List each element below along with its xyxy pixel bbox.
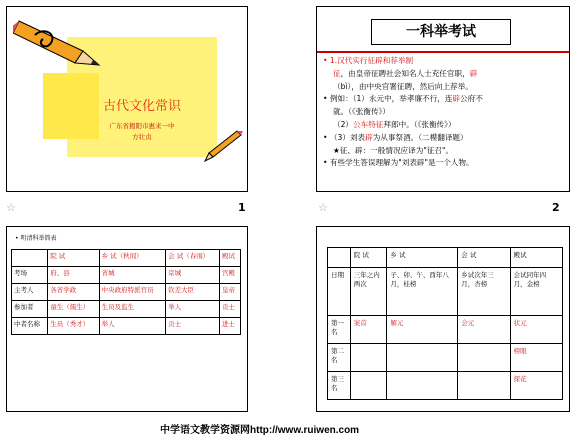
author-name: 方壮贞	[132, 133, 152, 141]
bullet-line: （bì），由中央官署征聘，然后向上荐举。	[333, 81, 473, 91]
site-url[interactable]: http://www.ruiwen.com	[250, 425, 360, 436]
site-name: 中学语文教学资源网	[160, 425, 250, 436]
bullet-line: • 1.汉代实行征辟和荐举制	[323, 56, 414, 65]
table-cell: 考场	[12, 267, 48, 284]
slide-thumbnail-2[interactable]	[316, 6, 570, 192]
slide-thumbnail-3[interactable]	[6, 226, 248, 412]
table-cell: 省城	[99, 267, 166, 284]
slide-subtitle	[67, 121, 217, 143]
table-cell: 榜眼	[510, 344, 562, 372]
school-name: 广东省揭阳市惠来一中	[109, 122, 175, 130]
table-row	[12, 250, 241, 267]
table-row	[328, 248, 563, 268]
bullet-line: ★征、辟：一般情况应译为"征召"。	[333, 145, 454, 155]
slide-title: 古代文化常识	[102, 99, 181, 114]
table-cell: 主考人	[12, 284, 48, 301]
table-cell: 生员（秀才）	[48, 318, 99, 335]
table-cell: 乡 试	[387, 248, 458, 268]
slide-thumbnail-4[interactable]	[316, 226, 570, 412]
table-cell: 贡士	[166, 318, 220, 335]
slide-transition-icon: ☆	[318, 201, 328, 214]
table-cell	[350, 344, 387, 372]
table-cell: 会 试（春闱）	[166, 250, 220, 267]
table-row	[328, 344, 563, 372]
table-cell: 殿试	[510, 248, 562, 268]
table-cell: 中者名称	[12, 318, 48, 335]
bullet-line: 就。（《张衡传》）	[333, 107, 390, 117]
table-cell: 中央政府特派官员	[99, 284, 166, 301]
table-cell: 第三名	[328, 372, 351, 400]
table-cell: 贡士	[219, 301, 240, 318]
table-row	[328, 372, 563, 400]
slide-transition-icon: ☆	[6, 201, 16, 214]
bullet-line: • 例如：（1）永元中，举孝廉不行，连辟公府不	[323, 94, 483, 104]
bullet-line: 征，由皇帝征聘社会知名人士充任官职，辟	[333, 68, 478, 78]
table-row	[12, 267, 241, 284]
slide-body	[323, 55, 567, 170]
table-cell: 京城	[166, 267, 220, 284]
footer-banner	[160, 421, 460, 436]
table-cell: 生员及监生	[99, 301, 166, 318]
table-row	[12, 301, 241, 318]
bullet-line: • 有些学生答误理解为"刘表辟"是一个人物。	[323, 158, 474, 168]
table-cell: 乡试次年三月，杏榜	[458, 268, 510, 316]
table-cell: 府、县	[48, 267, 99, 284]
table-cell: 进士	[219, 318, 240, 335]
bullet-line: （2）公车特征拜郎中。（《张衡传》）	[333, 119, 456, 129]
table-cell: 第一名	[328, 316, 351, 344]
slide-title: 一科举考试	[371, 19, 511, 45]
table-cell: 探花	[510, 372, 562, 400]
table-cell: 乡 试（秋闱）	[99, 250, 166, 267]
exam-detail-table	[327, 247, 563, 400]
exam-table	[11, 249, 241, 335]
table-cell	[458, 344, 510, 372]
table-cell: 钦差大臣	[166, 284, 220, 301]
table-cell	[12, 250, 48, 267]
bullet-line: • （3）刘表辟为从事祭酒。（二模翻译题）	[323, 132, 468, 142]
table-cell: 举人	[99, 318, 166, 335]
slide-thumbnail-1[interactable]	[6, 6, 248, 192]
table-row	[12, 284, 241, 301]
pencil-icon	[13, 13, 103, 73]
title-divider	[317, 51, 570, 53]
table-cell: 院 试	[48, 250, 99, 267]
table-cell: 童生（儒生）	[48, 301, 99, 318]
table-cell	[328, 248, 351, 268]
slide-number: 1	[238, 201, 246, 214]
table-cell: 宫殿	[219, 267, 240, 284]
table-cell	[387, 372, 458, 400]
slide-heading: • 明清科举简表	[15, 235, 57, 242]
table-cell: 日期	[328, 268, 351, 316]
table-row	[12, 318, 241, 335]
table-cell: 会元	[458, 316, 510, 344]
table-cell: 第二名	[328, 344, 351, 372]
table-cell: 举人	[166, 301, 220, 318]
table-cell: 殿试	[219, 250, 240, 267]
table-cell: 案首	[350, 316, 387, 344]
table-cell: 会试同年四月，金榜	[510, 268, 562, 316]
table-row	[328, 268, 563, 316]
table-cell: 皇帝	[219, 284, 240, 301]
table-cell	[350, 372, 387, 400]
table-cell: 院 试	[350, 248, 387, 268]
table-cell	[387, 344, 458, 372]
table-row	[328, 316, 563, 344]
table-cell: 解元	[387, 316, 458, 344]
table-cell: 参加者	[12, 301, 48, 318]
table-cell: 三年之内两次	[350, 268, 387, 316]
table-cell: 子、卯、午、酉年八月，桂榜	[387, 268, 458, 316]
slide-number: 2	[552, 201, 560, 214]
table-cell: 状元	[510, 316, 562, 344]
table-cell: 会 试	[458, 248, 510, 268]
table-cell	[458, 372, 510, 400]
table-cell: 各省学政	[48, 284, 99, 301]
